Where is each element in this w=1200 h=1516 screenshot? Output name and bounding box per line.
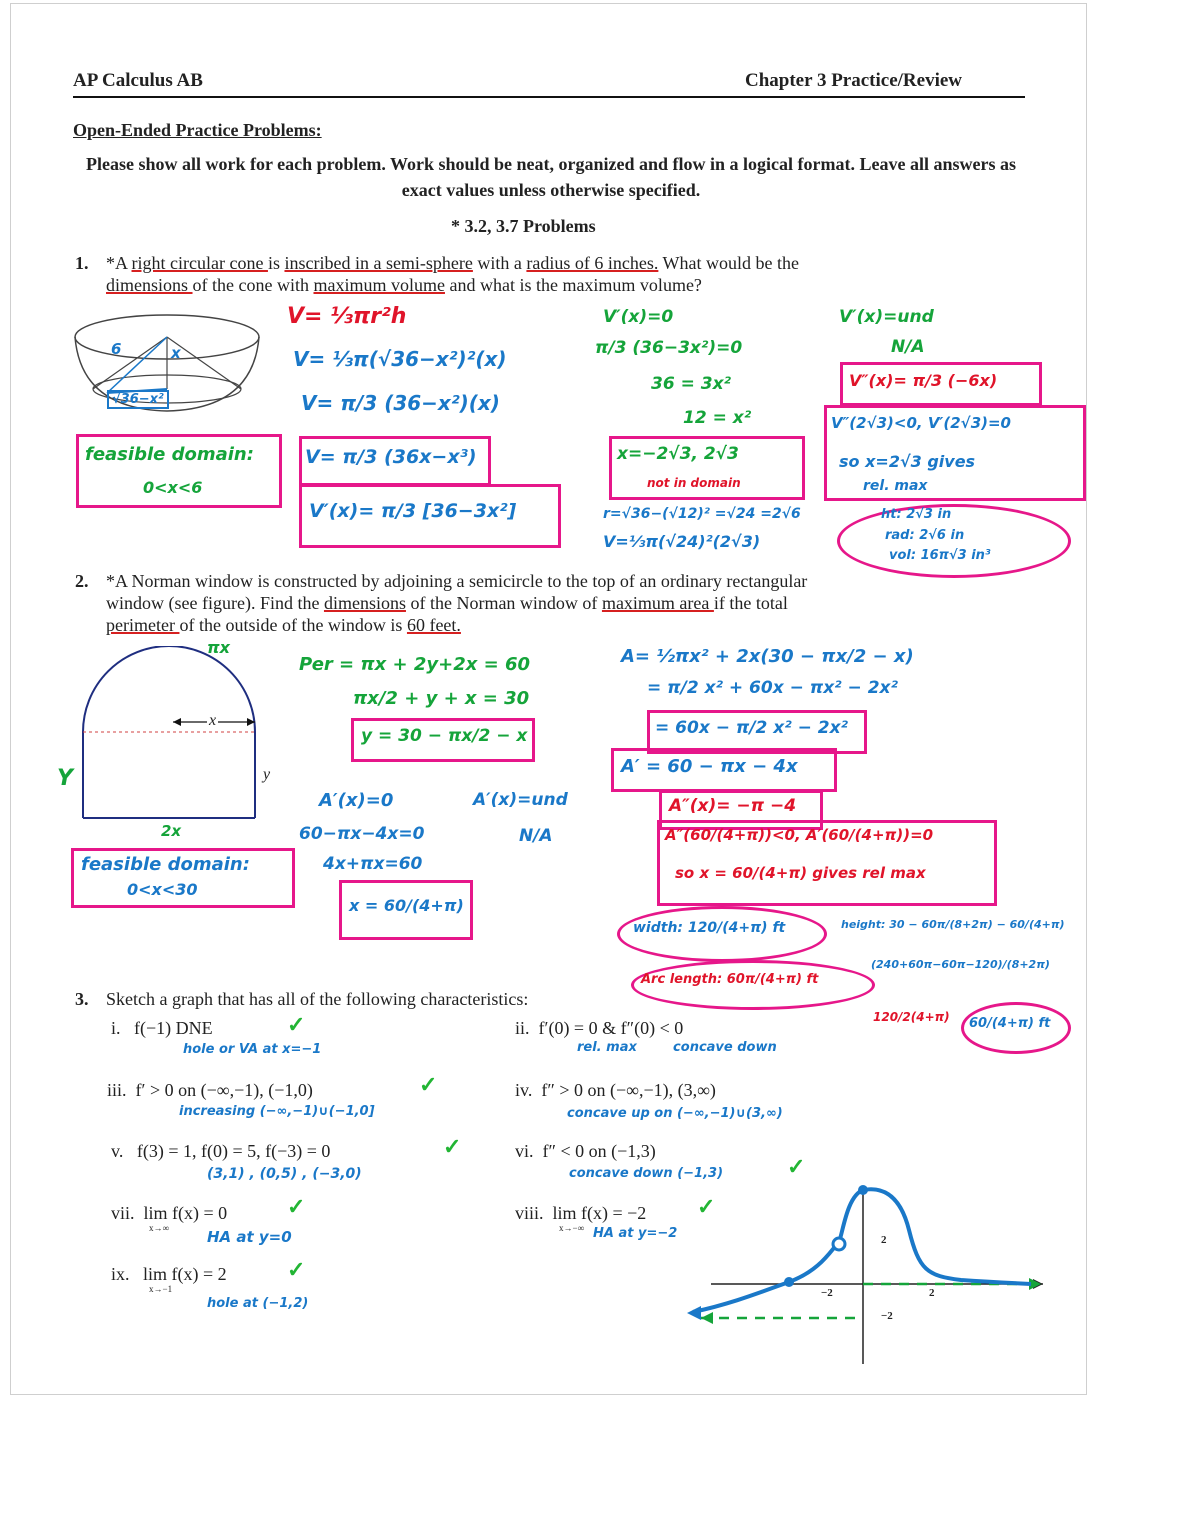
- problem-1-text: *A right circular cone is inscribed in a semi-sphere with a radius of 6 inches. What would be the dimensions of the cone with maximum volume and what is the maximum volume?: [106, 253, 800, 295]
- p2-und-na: N/A: [519, 826, 553, 846]
- header-rule: [73, 96, 1025, 98]
- p2-perimeter: Per = πx + 2y+2x = 60: [299, 654, 531, 675]
- problem-1-number: 1.: [75, 253, 89, 273]
- p2-test-line2: so x = 60/(4+π) gives rel max: [675, 864, 926, 882]
- p3-note-ix: hole at (−1,2): [207, 1296, 309, 1311]
- p1-answer-height: ht: 2√3 in: [881, 507, 952, 522]
- p2-arc-length: Arc length: 60π/(4+π) ft: [641, 972, 819, 987]
- p3-note-viii: HA at y=−2: [593, 1226, 678, 1241]
- problem-3-text: Sketch a graph that has all of the following characteristics:: [106, 989, 529, 1009]
- fig1-base-label: √36−x²: [107, 390, 169, 409]
- p3-item-iii: iii. f′ > 0 on (−∞,−1), (−1,0): [107, 1080, 313, 1100]
- worksheet-page: [10, 3, 1087, 1395]
- p2-area-3: = 60x − π/2 x² − 2x²: [655, 718, 849, 738]
- problem-3-number: 3.: [75, 989, 89, 1009]
- fig1-x-label: x: [171, 344, 181, 362]
- p3-note-ii: rel. max concave down: [577, 1040, 777, 1055]
- check-icon: ✓: [697, 1194, 716, 1219]
- p3-item-ii: ii. f′(0) = 0 & f″(0) < 0: [515, 1018, 684, 1038]
- p3-graph-y-pos-tick: 2: [881, 1234, 887, 1246]
- p3-item-ix-sub: x→−1: [149, 1284, 173, 1294]
- p3-note-v: (3,1) , (0,5) , (−3,0): [207, 1166, 362, 1182]
- p2-crit-set: A′(x)=0: [319, 790, 394, 811]
- p2-crit-step: 4x+πx=60: [323, 854, 423, 874]
- p3-item-iv: iv. f″ > 0 on (−∞,−1), (3,∞): [515, 1080, 716, 1100]
- p1-feasible-label: feasible domain:: [85, 444, 254, 465]
- p3-item-vii: vii. lim f(x) = 0: [111, 1203, 228, 1223]
- p2-height-2: (240+60π−60π−120)/(8+2π): [871, 958, 1050, 971]
- p1-radius-calc: r=√36−(√12)² =√24 =2√6: [603, 506, 801, 522]
- p3-note-i: hole or VA at x=−1: [183, 1042, 322, 1057]
- p3-note-iii: increasing (−∞,−1)∪(−1,0]: [179, 1104, 375, 1119]
- p2-height-answer: 60/(4+π) ft: [969, 1016, 1051, 1031]
- p2-y-equation: y = 30 − πx/2 − x: [361, 726, 528, 746]
- p3-note-iv: concave up on (−∞,−1)∪(3,∞): [567, 1106, 783, 1121]
- check-icon: ✓: [787, 1154, 806, 1179]
- p1-derivative: V′(x)= π/3 [36−3x²]: [309, 500, 517, 522]
- p1-not-in-domain: not in domain: [647, 476, 741, 490]
- p1-crit-eq: π/3 (36−3x²)=0: [595, 338, 743, 358]
- p1-volume-calc: V=⅓π(√24)²(2√3): [603, 532, 761, 551]
- p1-second-deriv: V″(x)= π/3 (−6x): [849, 371, 998, 390]
- p2-area-1: A= ½πx² + 2x(30 − πx/2 − x): [621, 646, 914, 667]
- fig1-radius-label: 6: [111, 340, 122, 358]
- p3-item-ix: ix. lim f(x) = 2: [111, 1264, 227, 1284]
- check-icon: ✓: [287, 1194, 306, 1219]
- p1-volume-formula: V= ⅓πr²h: [287, 304, 407, 329]
- course-title: AP Calculus AB: [73, 70, 203, 91]
- p2-und: A′(x)=und: [473, 790, 568, 810]
- problem-2-text: *A Norman window is constructed by adjoining a semicircle to the top of an ordinary rectangular window (see figure). Find the dimensions of the Norman window of maximum area if the total perimeter of the outside of the window is 60 feet.: [106, 571, 808, 635]
- p3-item-viii: viii. lim f(x) = −2: [515, 1203, 647, 1223]
- p3-graph-x-pos-tick: 2: [929, 1287, 935, 1299]
- p1-test-line1: V″(2√3)<0, V′(2√3)=0: [831, 414, 1011, 432]
- p3-item-vi: vi. f″ < 0 on (−1,3): [515, 1141, 656, 1161]
- check-icon: ✓: [443, 1134, 462, 1159]
- p1-volume-simplified: V= π/3 (36−x²)(x): [301, 391, 500, 415]
- instructions: Please show all work for each problem. Work should be neat, organized and flow in a logical format. Leave all answers as exact values unless otherwise specified.: [86, 154, 1016, 200]
- p1-test-line3: rel. max: [863, 478, 928, 494]
- p3-note-vii: HA at y=0: [207, 1228, 292, 1246]
- fig2-side-label: Y: [57, 766, 73, 791]
- fig2-base-label: 2x: [161, 822, 182, 840]
- p3-graph-x-neg-tick: −2: [821, 1287, 833, 1299]
- problem-2-number: 2.: [75, 571, 89, 591]
- p3-item-i: i. f(−1) DNE: [111, 1018, 213, 1038]
- section-title: Open-Ended Practice Problems:: [73, 120, 322, 140]
- p2-test-line1: A″(60/(4+π))<0, A′(60/(4+π))=0: [665, 826, 934, 844]
- norman-window-figure: [75, 646, 265, 826]
- p1-crit-set: V′(x)=0: [603, 307, 674, 327]
- p2-x-value: x = 60/(4+π): [349, 896, 464, 915]
- p1-crit-step: 36 = 3x²: [651, 374, 731, 394]
- p1-answer-radius: rad: 2√6 in: [885, 528, 965, 543]
- p2-second-deriv: A″(x)= −π −4: [669, 796, 797, 816]
- p2-area-2: = π/2 x² + 60x − πx² − 2x²: [647, 678, 898, 698]
- subsection-title: * 3.2, 3.7 Problems: [451, 216, 596, 236]
- p1-und-na: N/A: [891, 337, 925, 357]
- chapter-title: Chapter 3 Practice/Review: [745, 70, 963, 91]
- p1-volume-sub: V= ⅓π(√36−x²)²(x): [293, 347, 507, 371]
- p2-height-3: 120/2(4+π): [873, 1010, 950, 1024]
- check-icon: ✓: [287, 1257, 306, 1282]
- p1-feasible-range: 0<x<6: [143, 478, 203, 497]
- fig2-y-label: y: [263, 766, 271, 783]
- p3-sketch-graph: [671, 1180, 1051, 1370]
- p2-width: width: 120/(4+π) ft: [633, 920, 786, 936]
- p2-height-1: height: 30 − 60π/(8+2π) − 60/(4+π): [841, 918, 1065, 931]
- fig2-arc-label: πx: [207, 638, 230, 657]
- p1-expand: V= π/3 (36x−x³): [305, 446, 477, 468]
- p1-test-line2: so x=2√3 gives: [839, 452, 976, 471]
- p1-und: V′(x)=und: [839, 307, 934, 327]
- p3-item-v: v. f(3) = 1, f(0) = 5, f(−3) = 0: [111, 1141, 331, 1161]
- p1-crit-step2: 12 = x²: [683, 408, 752, 428]
- p3-item-vii-sub: x→∞: [149, 1223, 169, 1233]
- p2-crit-eq: 60−πx−4x=0: [299, 824, 425, 844]
- p1-answer-volume: vol: 16π√3 in³: [889, 548, 991, 563]
- p3-note-vi: concave down (−1,3): [569, 1166, 724, 1181]
- check-icon: ✓: [419, 1072, 438, 1097]
- p1-crit-values: x=−2√3, 2√3: [617, 444, 739, 464]
- p2-feasible-label: feasible domain:: [81, 854, 250, 875]
- semi-sphere-figure: [67, 309, 287, 419]
- p2-area-deriv: A′ = 60 − πx − 4x: [621, 756, 798, 777]
- p2-perimeter-half: πx/2 + y + x = 30: [353, 688, 530, 709]
- p2-feasible-range: 0<x<30: [127, 880, 198, 899]
- fig2-x-label: x: [209, 712, 217, 729]
- check-icon: ✓: [287, 1012, 306, 1037]
- p3-item-viii-sub: x→−∞: [559, 1223, 584, 1233]
- p3-graph-y-neg-tick: −2: [881, 1310, 893, 1322]
